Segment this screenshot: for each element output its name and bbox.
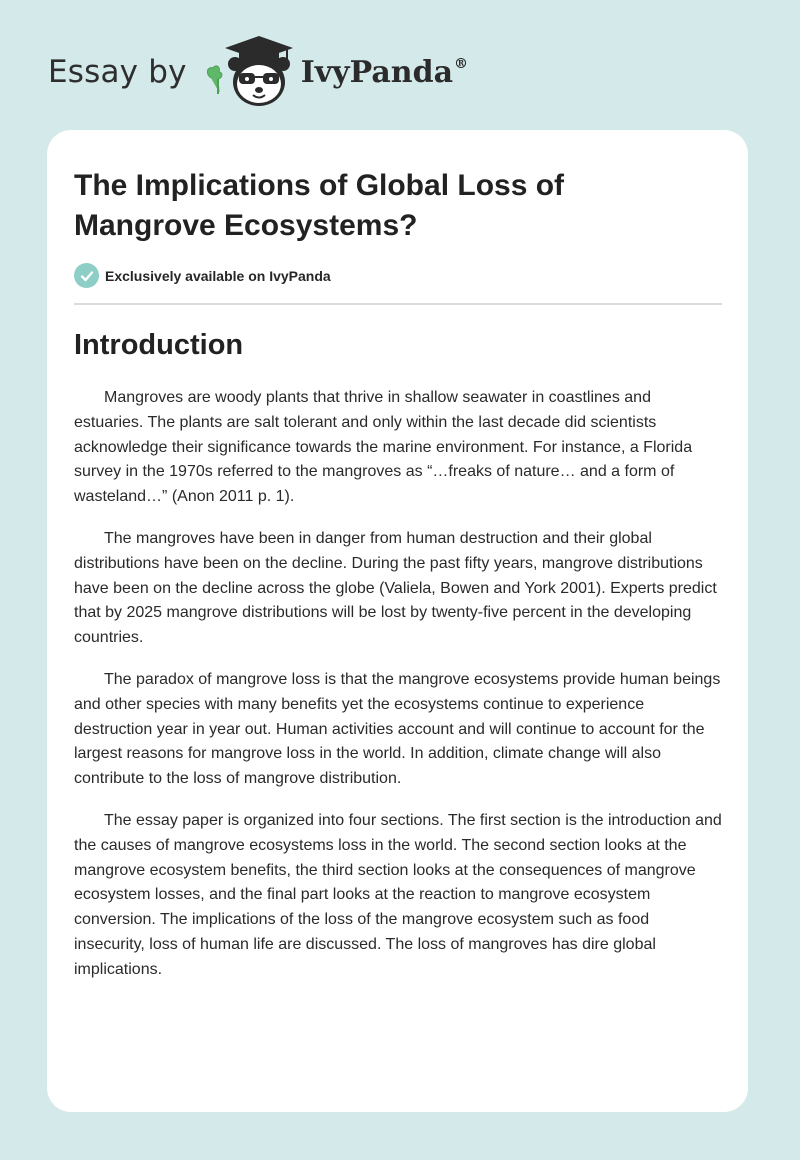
brand-text: IvyPanda (300, 54, 454, 90)
brand-name[interactable] (300, 54, 469, 90)
essay-title: The Implications of Global Loss of Mangrove Ecosystems? (74, 169, 565, 242)
divider (74, 303, 722, 305)
panda-graduate-icon[interactable] (203, 34, 295, 110)
checkmark-icon (74, 263, 99, 288)
essay-by-label: Essay by (48, 53, 187, 90)
badge-text: Exclusively available on IvyPanda (105, 267, 331, 284)
exclusive-badge (74, 263, 331, 288)
section-heading: Introduction (74, 329, 244, 361)
site-header (48, 34, 468, 110)
paragraph: Mangroves are woody plants that thrive in shallow seawater in coastlines and estuaries. The plants are salt tolerant and only within the last decade did scientists acknowledge their significance towards the marine environment. For instance, a Florida survey in the 1970s referred to the mangroves as “…freaks of nature… and a form of wasteland…” (Anon 2011 p. 1). (74, 389, 693, 506)
registered-mark: ® (454, 55, 469, 72)
paragraph: The paradox of mangrove loss is that the mangrove ecosystems provide human beings and other species with many benefits yet the ecosystems continue to experience destruction year in year out. Human activities account and will continue to account for the largest reasons for mangrove loss in the world. In addition, climate change will also contribute to the loss of mangrove distribution. (74, 670, 721, 788)
essay-body (74, 386, 724, 1000)
paragraph: The mangroves have been in danger from human destruction and their global distributions have been on the decline. During the past fifty years, mangrove distributions have been on the decline across the globe (Valiela, Bowen and York 2001). Experts predict that by 2025 mangrove distributions will be lost by twenty-five percent in the developing countries. (74, 529, 717, 647)
paragraph: The essay paper is organized into four sections. The first section is the introduction and the causes of mangrove ecosystems loss in the world. The second section looks at the mangrove ecosystem benefits, the third section looks at the consequences of mangrove ecosystem losses, and the final part looks at the reaction to mangrove ecosystem conversion. The implications of the loss of the mangrove ecosystem such as food insecurity, loss of human life are discussed. The loss of mangroves has dire global implications. (74, 811, 722, 978)
essay-card (47, 130, 748, 1112)
